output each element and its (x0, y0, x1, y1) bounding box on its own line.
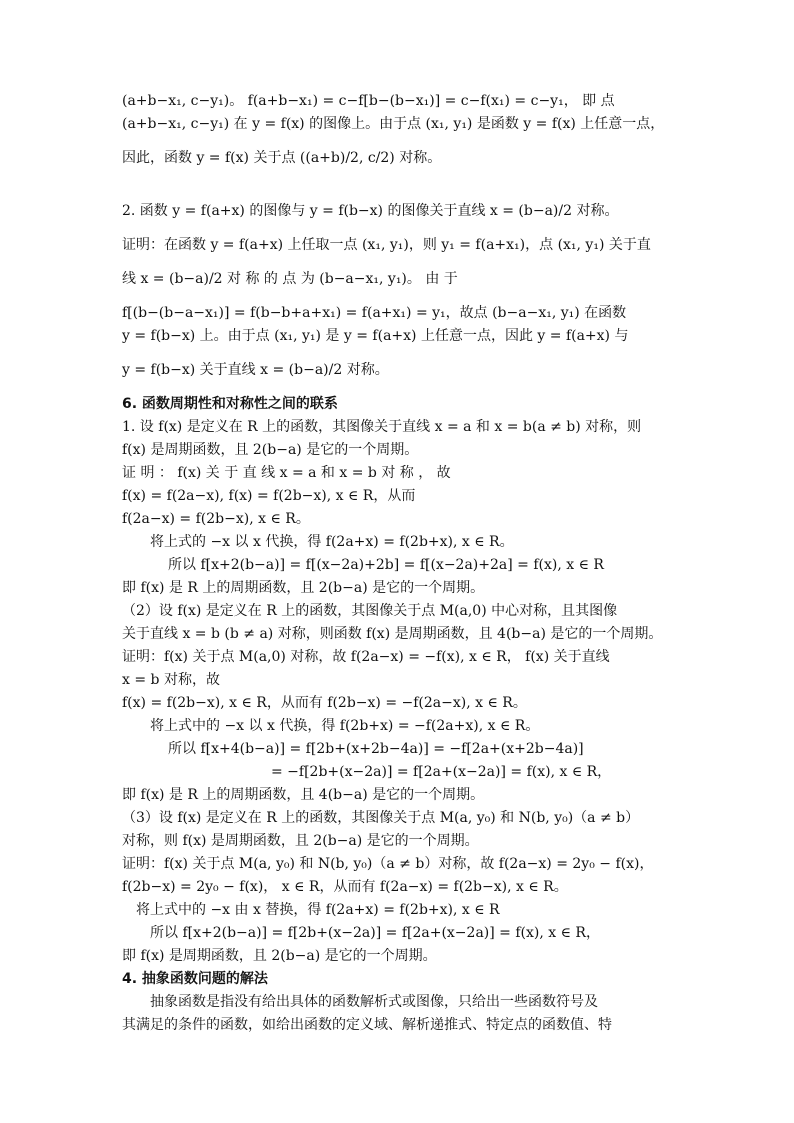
text-line: f(x) 是周期函数，且 2(b−a) 是它的一个周期。 (122, 442, 419, 458)
text-line: 因此，函数 y = f(x) 关于点 ((a+b)/2, c/2) 对称。 (122, 150, 442, 166)
text-line: 1. 设 f(x) 是定义在 R 上的函数，其图像关于直线 x = a 和 x = b(a ≠ b) 对称，则 (122, 419, 642, 435)
text-line: f(x) = f(2a−x), f(x) = f(2b−x), x ∈ R，从而 (122, 488, 416, 504)
document-page (122, 90, 678, 1037)
text-line: 即 f(x) 是周期函数，且 2(b−a) 是它的一个周期。 (122, 948, 437, 964)
text-line: 证明：在函数 y = f(a+x) 上任取一点 (x₁, y₁)，则 y₁ = f(a+x₁)，点 (x₁, y₁) 关于直 (122, 237, 651, 253)
text-line: f(2a−x) = f(2b−x), x ∈ R。 (122, 511, 310, 527)
text-line: f(2b−x) = 2y₀ − f(x)， x ∈ R，从而有 f(2a−x) = f(2b−x), x ∈ R。 (122, 879, 568, 895)
text-line: 证明：f(x) 关于点 M(a, y₀) 和 N(b, y₀)（a ≠ b）对称，故 f(2a−x) = 2y₀ − f(x)， (122, 856, 654, 872)
text-line: y = f(b−x) 上。由于点 (x₁, y₁) 是 y = f(a+x) 上任意一点，因此 y = f(a+x) 与 (122, 328, 629, 344)
text-line: 所以 f[x+2(b−a)] = f[(x−2a)+2b] = f[(x−2a)+2a] = f(x), x ∈ R (168, 557, 604, 573)
text-line: 对称，则 f(x) 是周期函数，且 2(b−a) 是它的一个周期。 (122, 833, 479, 849)
text-line: 即 f(x) 是 R 上的周期函数，且 2(b−a) 是它的一个周期。 (122, 580, 485, 596)
text-line: （2）设 f(x) 是定义在 R 上的函数，其图像关于点 M(a,0) 中心对称，且其图像 (122, 603, 618, 619)
text-line: 将上式中的 −x 由 x 替换，得 f(2a+x) = f(2b+x), x ∈ R (136, 902, 500, 918)
text-line: y = f(b−x) 关于直线 x = (b−a)/2 对称。 (122, 362, 389, 378)
text-line: 证明：f(x) 关于点 M(a,0) 对称，故 f(2a−x) = −f(x), x ∈ R， f(x) 关于直线 (122, 649, 610, 665)
text-line: 所以 f[x+2(b−a)] = f[2b+(x−2a)] = f[2a+(x−2a)] = f(x), x ∈ R， (150, 925, 600, 941)
text-line: 其满足的条件的函数，如给出函数的定义域、解析递推式、特定点的函数值、特 (122, 1017, 612, 1033)
text-line: 抽象函数是指没有给出具体的函数解析式或图像，只给出一些函数符号及 (150, 994, 598, 1010)
text-line: x = b 对称，故 (122, 672, 220, 688)
text-line: 所以 f[x+4(b−a)] = f[2b+(x+2b−4a)] = −f[2a+(x+2b−4a)] (168, 741, 584, 757)
text-line: f(x) = f(2b−x), x ∈ R，从而有 f(2b−x) = −f(2a−x), x ∈ R。 (122, 695, 527, 711)
section-heading: 6. 函数周期性和对称性之间的联系 (122, 396, 338, 412)
text-line: 即 f(x) 是 R 上的周期函数，且 4(b−a) 是它的一个周期。 (122, 787, 485, 803)
text-line: 2. 函数 y = f(a+x) 的图像与 y = f(b−x) 的图像关于直线 x = (b−a)/2 对称。 (122, 203, 619, 219)
text-line: (a+b−x₁, c−y₁)。 f(a+b−x₁) = c−f[b−(b−x₁)] = c−f(x₁) = c−y₁， 即 点 (122, 93, 615, 109)
text-line: f[(b−(b−a−x₁)] = f(b−b+a+x₁) = f(a+x₁) = y₁，故点 (b−a−x₁, y₁) 在函数 (122, 305, 627, 321)
text-line: 关于直线 x = b (b ≠ a) 对称，则函数 f(x) 是周期函数，且 4(b−a) 是它的一个周期。 (122, 626, 663, 642)
text-line: (a+b−x₁, c−y₁) 在 y = f(x) 的图像上。由于点 (x₁, y₁) 是函数 y = f(x) 上任意一点， (122, 116, 665, 132)
text-line: 线 x = (b−a)/2 对 称 的 点 为 (b−a−x₁, y₁)。 由 于 (122, 271, 458, 287)
section-heading: 4. 抽象函数问题的解法 (122, 971, 268, 987)
text-line: 将上式中的 −x 以 x 代换，得 f(2b+x) = −f(2a+x), x ∈ R。 (150, 718, 540, 734)
text-line: = −f[2b+(x−2a)] = f[2a+(x−2a)] = f(x), x ∈ R， (271, 764, 612, 780)
text-line: 证 明 ： f(x) 关 于 直 线 x = a 和 x = b 对 称 ， 故 (122, 465, 451, 481)
text-line: 将上式的 −x 以 x 代换，得 f(2a+x) = f(2b+x), x ∈ R。 (150, 534, 514, 550)
text-line: （3）设 f(x) 是定义在 R 上的函数，其图像关于点 M(a, y₀) 和 N(b, y₀)（a ≠ b） (122, 810, 640, 826)
